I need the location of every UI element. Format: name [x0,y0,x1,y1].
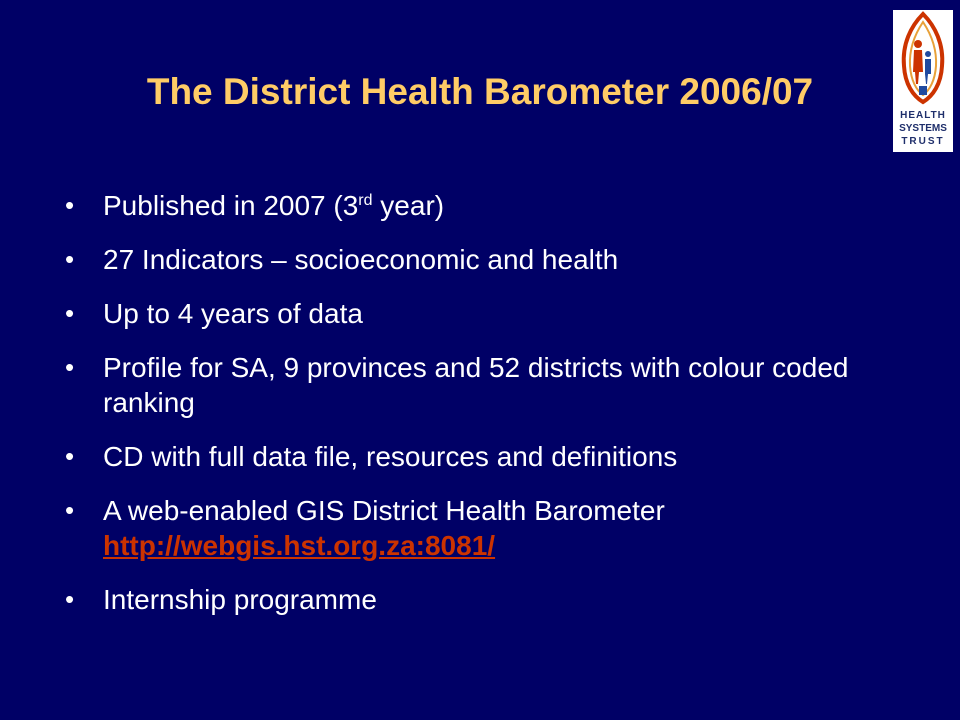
health-systems-trust-logo [893,10,953,152]
bullet-superscript: rd [358,192,373,209]
bullet-item-indicators: • 27 Indicators – socioeconomic and health [65,242,895,277]
slide-title: The District Health Barometer 2006/07 [146,71,814,112]
bullet-text: Published in 2007 (3 [103,190,359,221]
logo-text-line-1: HEALTH [900,110,946,121]
bullet-item-cd: • CD with full data file, resources and definitions [65,439,895,474]
webgis-link[interactable]: http://webgis.hst.org.za:8081/ [103,530,496,561]
bullet-text-end: year) [372,190,445,221]
logo-graphic [893,10,953,152]
logo-text-line-3: TRUST [901,136,945,147]
bullet-item-profile: • Profile for SA, 9 provinces and 52 districts with colour coded ranking [65,350,895,420]
logo-text-line-2: SYSTEMS [899,123,947,134]
bullet-item-internship: • Internship programme [65,582,895,617]
logo-figure-head-1 [914,40,922,48]
logo-base-block [919,86,927,95]
bullet-text: A web-enabled GIS District Health Barometer [103,495,665,526]
bullet-item-published [65,188,895,223]
bullet-list [65,188,895,636]
bullet-item-years: • Up to 4 years of data [65,296,895,331]
bullet-item-gis [65,493,895,563]
logo-figure-head-2 [925,51,931,57]
